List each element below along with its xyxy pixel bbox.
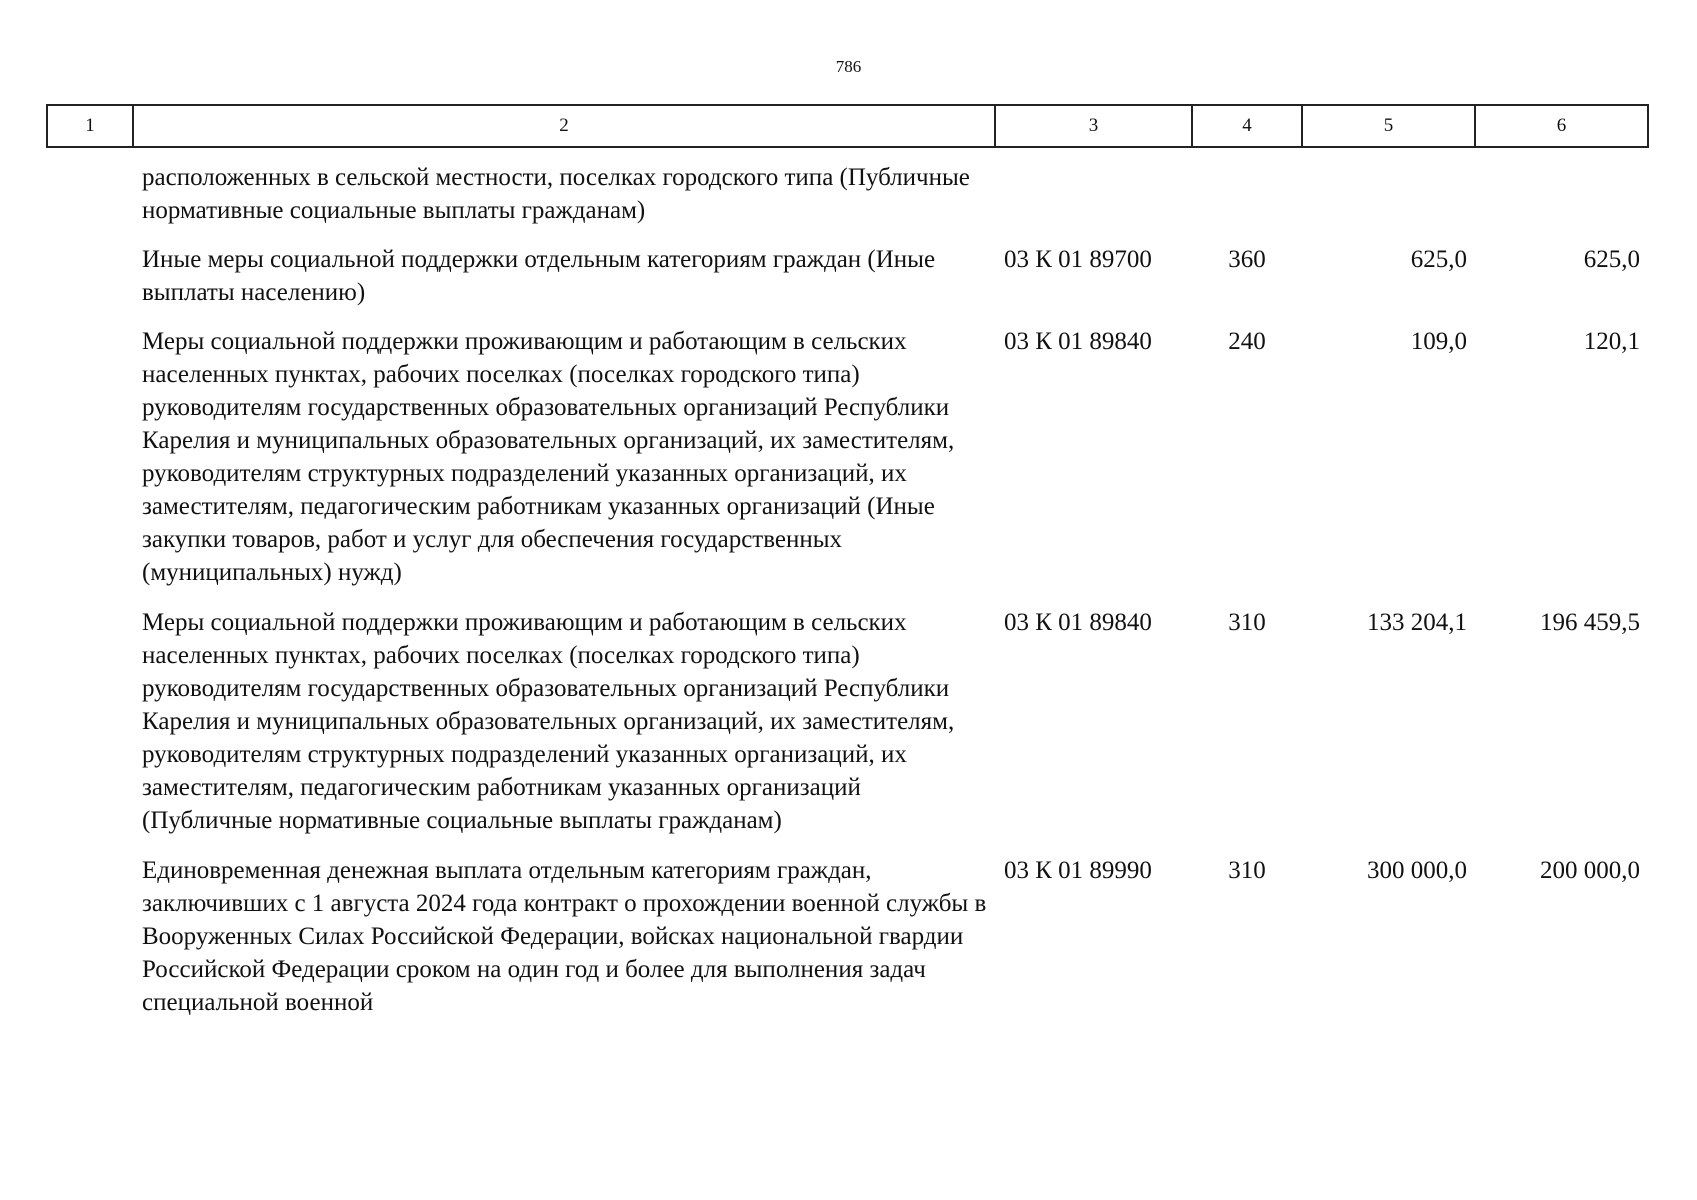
column-header-1: 1: [47, 105, 133, 147]
column-header-3: 3: [995, 105, 1192, 147]
table-row: [47, 589, 1648, 837]
column-header-5: 5: [1302, 105, 1475, 147]
row-code: 03 К 01 89840: [1004, 328, 1152, 355]
row-expense-type: [1192, 147, 1302, 227]
row-name: Единовременная денежная выплата отдельным категориям граждан, заключивших с 1 августа 2024 года контракт о прохождении военной службы в Вооруженных Силах Российской Федерации, войсках национальной гвардии Российской Федерации сроком на один год и более для выполнения задач специальной военной: [142, 857, 987, 1016]
row-value-6: [1475, 147, 1648, 227]
page-number: 786: [835, 57, 862, 76]
table-header-row: [47, 105, 1648, 147]
row-value-5: 625,0: [1410, 246, 1467, 273]
row-code: [995, 147, 1192, 227]
row-code: 03 К 01 89840: [1004, 609, 1152, 636]
row-value-5: 133 204,1: [1367, 609, 1467, 636]
row-expense-type: 310: [1228, 609, 1266, 636]
row-value-6: 120,1: [1583, 328, 1640, 355]
row-name: Меры социальной поддержки проживающим и работающим в сельских населенных пунктах, рабочих поселках (поселках городского типа) руководителям государственных образовательных организаций Республики Карелия и муниципальных образовательных организаций, их заместителям, руководителям структурных подразделений указанных организаций, их заместителям, педагогическим работникам указанных организаций (Иные закупки товаров, работ и услуг для обеспечения государственных (муниципальных) нужд): [142, 328, 955, 586]
budget-table: [46, 104, 1649, 1019]
row-code: 03 К 01 89700: [1004, 246, 1152, 273]
row-value-6: 196 459,5: [1540, 609, 1640, 636]
row-name: Меры социальной поддержки проживающим и работающим в сельских населенных пунктах, рабочих поселках (поселках городского типа) руководителям государственных образовательных организаций Республики Карелия и муниципальных образовательных организаций, их заместителям, руководителям структурных подразделений указанных организаций, их заместителям, педагогическим работникам указанных организаций (Публичные нормативные социальные выплаты гражданам): [142, 609, 955, 834]
table-row: [47, 227, 1648, 309]
row-expense-type: 360: [1228, 246, 1266, 273]
column-header-2: 2: [133, 105, 995, 147]
row-name: расположенных в сельской местности, поселках городского типа (Публичные нормативные социальные выплаты гражданам): [142, 164, 970, 224]
table-row: [47, 837, 1648, 1019]
row-expense-type: 240: [1228, 328, 1266, 355]
column-header-6: 6: [1475, 105, 1648, 147]
table-row: [47, 309, 1648, 589]
row-expense-type: 310: [1228, 857, 1266, 884]
row-value-6: 200 000,0: [1540, 857, 1640, 884]
row-value-5: 300 000,0: [1367, 857, 1467, 884]
row-value-6: 625,0: [1583, 246, 1640, 273]
row-value-5: 109,0: [1410, 328, 1467, 355]
row-name: Иные меры социальной поддержки отдельным категориям граждан (Иные выплаты населению): [142, 246, 936, 306]
column-header-4: 4: [1192, 105, 1302, 147]
table-row: [47, 147, 1648, 227]
row-value-5: [1302, 147, 1475, 227]
row-code: 03 К 01 89990: [1004, 857, 1152, 884]
